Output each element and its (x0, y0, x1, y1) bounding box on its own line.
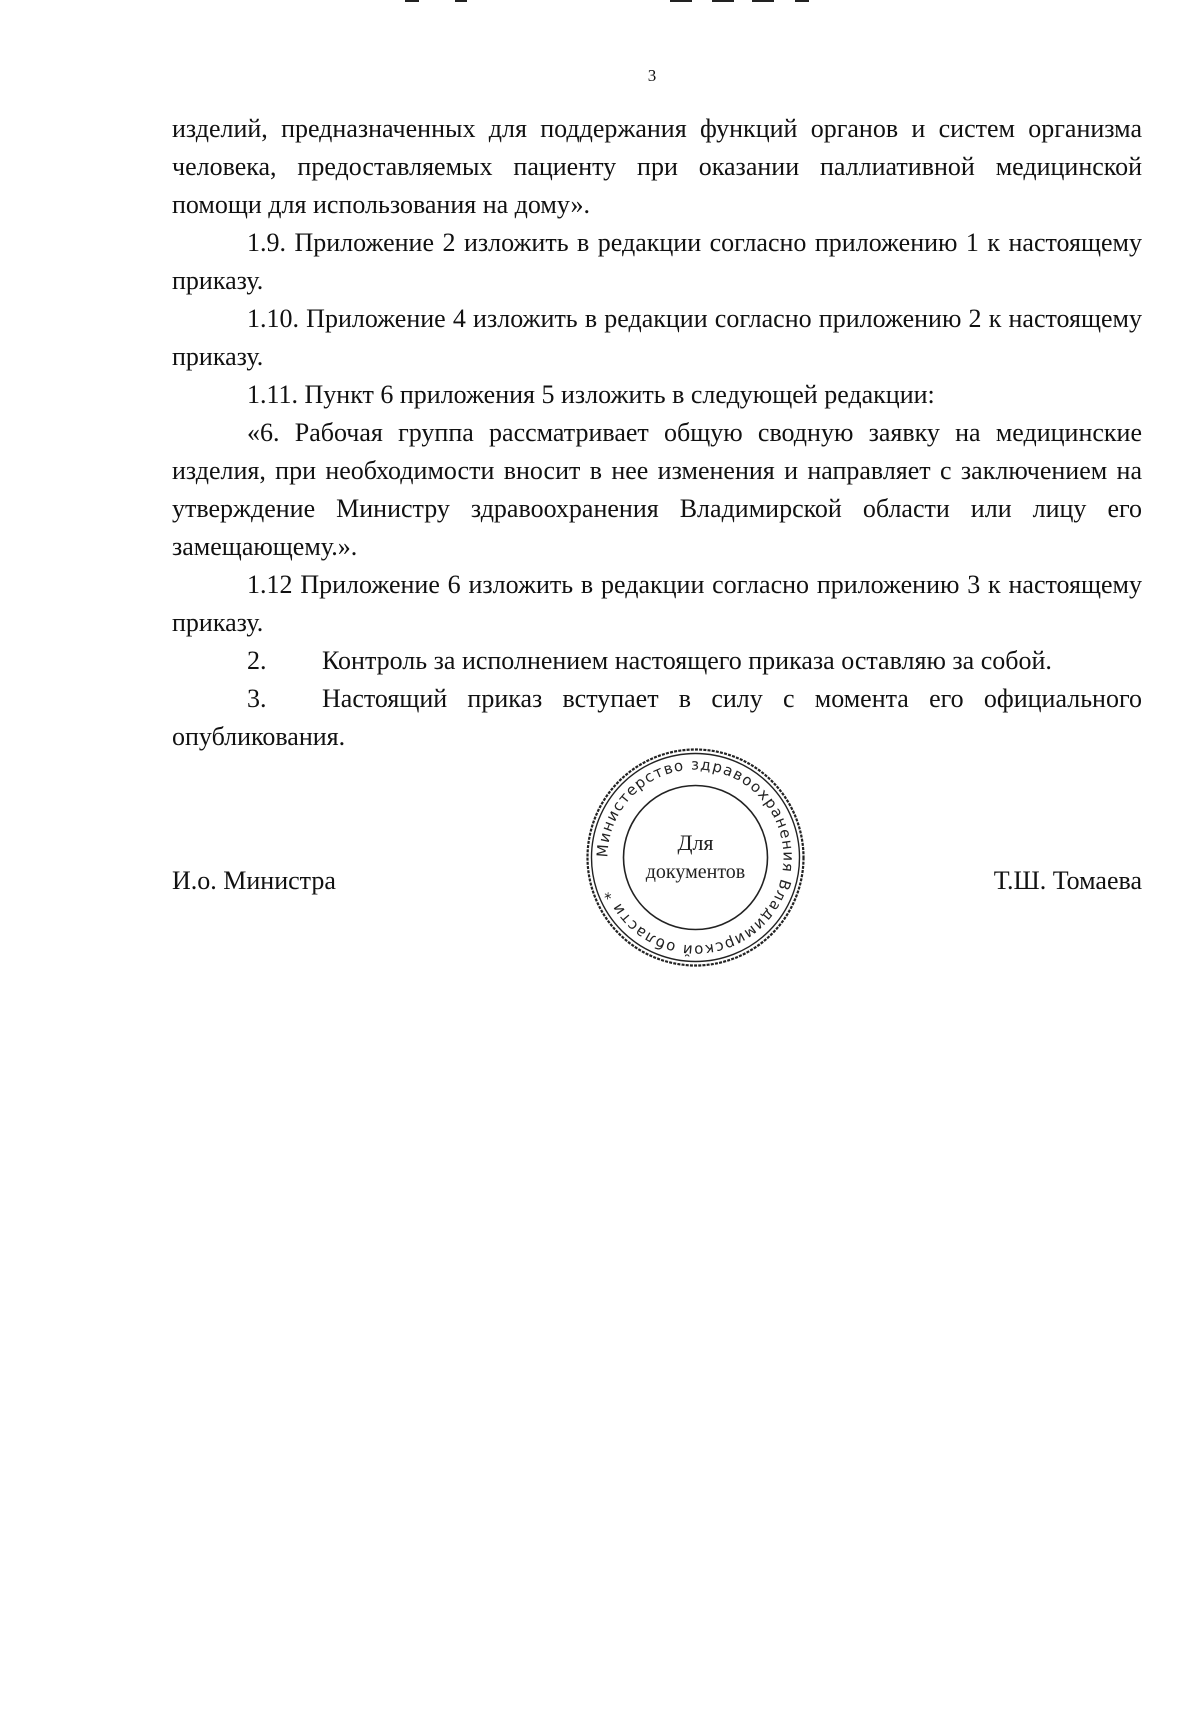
seal-outer-ring (588, 750, 804, 966)
signatory-position: И.о. Министра (172, 866, 336, 895)
scan-artifact-dash (405, 0, 419, 2)
paragraph-continuation: изделий, предназначенных для поддержания функций органов и систем организма человека, предоставляемых пациенту при оказании паллиативной медицинской помощи для использования на дому». (172, 114, 1142, 219)
item-text: Контроль за исполнением настоящего приказа оставляю за собой. (322, 646, 1052, 675)
seal-inner-ring (624, 786, 768, 930)
item-text: Настоящий приказ вступает в силу с момента его официального опубликования. (172, 684, 1142, 751)
document-body (172, 110, 1142, 756)
paragraph-1-9: 1.9. Приложение 2 изложить в редакции согласно приложению 1 к настоящему приказу. (172, 228, 1142, 295)
signatory-name: Т.Ш. Томаева (993, 866, 1142, 895)
paragraph-1-11: 1.11. Пункт 6 приложения 5 изложить в следующей редакции: (247, 380, 935, 409)
scan-artifact-dash (752, 0, 774, 2)
seal-center-line1: Для (677, 830, 714, 855)
scan-artifact-dash (670, 0, 692, 2)
scan-artifact-dash (712, 0, 734, 2)
item-number: 3. (247, 684, 267, 713)
official-seal-stamp (583, 745, 808, 970)
paragraph-quoted-item-6: «6. Рабочая группа рассматривает общую сводную заявку на медицинские изделия, при необходимости вносит в нее изменения и направляет с заключением на утверждение Министру здравоохранения Владимирской области или лицу его замещающему.». (172, 418, 1142, 561)
paragraph-1-10: 1.10. Приложение 4 изложить в редакции согласно приложению 2 к настоящему приказу. (172, 304, 1142, 371)
seal-ring-text: Министерство здравоохранения Владимирской области * (593, 755, 798, 960)
scan-artifact-dash (795, 0, 809, 2)
paragraph-1-12: 1.12 Приложение 6 изложить в редакции согласно приложению 3 к настоящему приказу. (172, 570, 1142, 637)
item-number: 2. (247, 646, 267, 675)
seal-center-line2: документов (645, 861, 746, 883)
page-number: 3 (647, 66, 657, 85)
scan-artifact-dash (455, 0, 467, 2)
numbered-item-2 (172, 642, 1142, 680)
